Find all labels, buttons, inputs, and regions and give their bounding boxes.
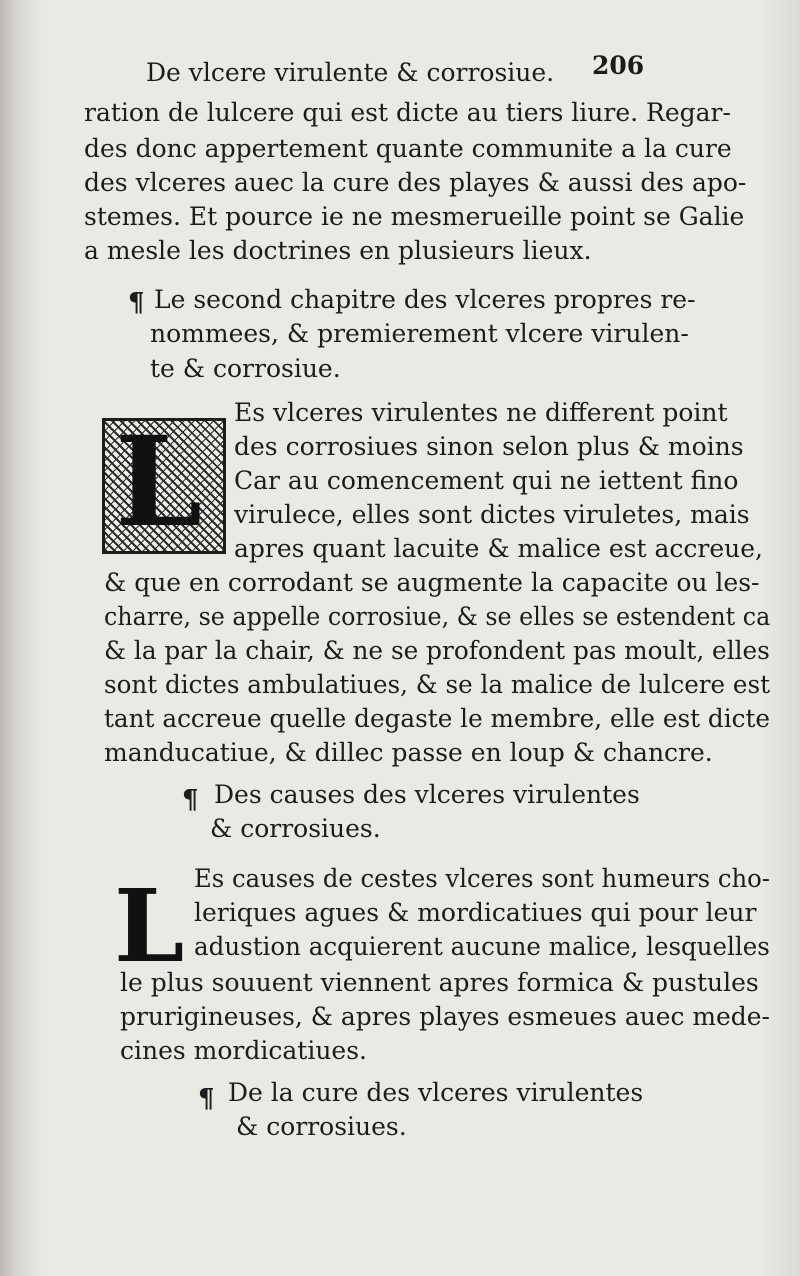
text-line: Es causes de cestes vlceres sont humeurs cho- — [194, 864, 770, 893]
text-line: adustion acquierent aucune malice, lesquelles — [194, 932, 770, 961]
running-title: De vlcere virulente & corrosiue. — [146, 58, 555, 87]
text-line: Es vlceres virulentes ne different point — [234, 398, 728, 427]
text-line: sont dictes ambulatiues, & se la malice de lulcere est — [104, 670, 771, 699]
text-line: le plus souuent viennent apres formica & pustules — [120, 968, 759, 997]
text-line: Car au comencement qui ne iettent fino — [234, 466, 739, 495]
pilcrow-icon: ¶ — [182, 785, 199, 815]
text-line: manducatiue, & dillec passe en loup & chancre. — [104, 738, 713, 767]
text-line: des corrosiues sinon selon plus & moins — [234, 432, 744, 461]
chapter-heading: De la cure des vlceres virulentes — [228, 1078, 644, 1107]
pilcrow-icon: ¶ — [198, 1084, 215, 1114]
decorated-initial — [102, 410, 226, 555]
text-line: cines mordicatiues. — [120, 1036, 367, 1065]
chapter-heading: & corrosiues. — [236, 1112, 407, 1141]
page-gutter-shadow — [0, 0, 42, 1276]
chapter-heading: nommees, & premierement vlcere virulen- — [150, 319, 689, 348]
chapter-heading: te & corrosiue. — [150, 354, 341, 383]
initial-letter: L — [115, 410, 203, 555]
text-line: & que en corrodant se augmente la capacite ou les- — [104, 568, 760, 597]
pilcrow-icon: ¶ — [128, 288, 145, 318]
text-line: stemes. Et pource ie ne mesmerueille point se Galie — [84, 202, 745, 231]
text-line: leriques agues & mordicatiues qui pour leur — [194, 898, 757, 927]
text-line: prurigineuses, & apres playes esmeues auec mede- — [120, 1002, 770, 1031]
text-line: charre, se appelle corrosiue, & se elles se estendent ca — [104, 602, 771, 631]
text-line: des vlceres auec la cure des playes & aussi des apo- — [84, 168, 747, 197]
text-line: a mesle les doctrines en plusieurs lieux. — [84, 236, 592, 265]
text-line: & la par la chair, & ne se profondent pas moult, elles — [104, 636, 770, 665]
text-line: ration de lulcere qui est dicte au tiers liure. Regar- — [84, 98, 731, 127]
text-line: apres quant lacuite & malice est accreue, — [234, 534, 763, 563]
initial-letter: L — [114, 867, 185, 985]
text-line: tant accreue quelle degaste le membre, elle est dicte — [104, 704, 770, 733]
text-line: des donc appertement quante communite a la cure — [84, 134, 732, 163]
text-line: virulece, elles sont dictes viruletes, mais — [234, 500, 750, 529]
chapter-heading: Des causes des vlceres virulentes — [214, 780, 640, 809]
chapter-heading: & corrosiues. — [210, 814, 381, 843]
folio-number: 206 — [592, 51, 645, 80]
chapter-heading: Le second chapitre des vlceres propres re- — [154, 285, 696, 314]
